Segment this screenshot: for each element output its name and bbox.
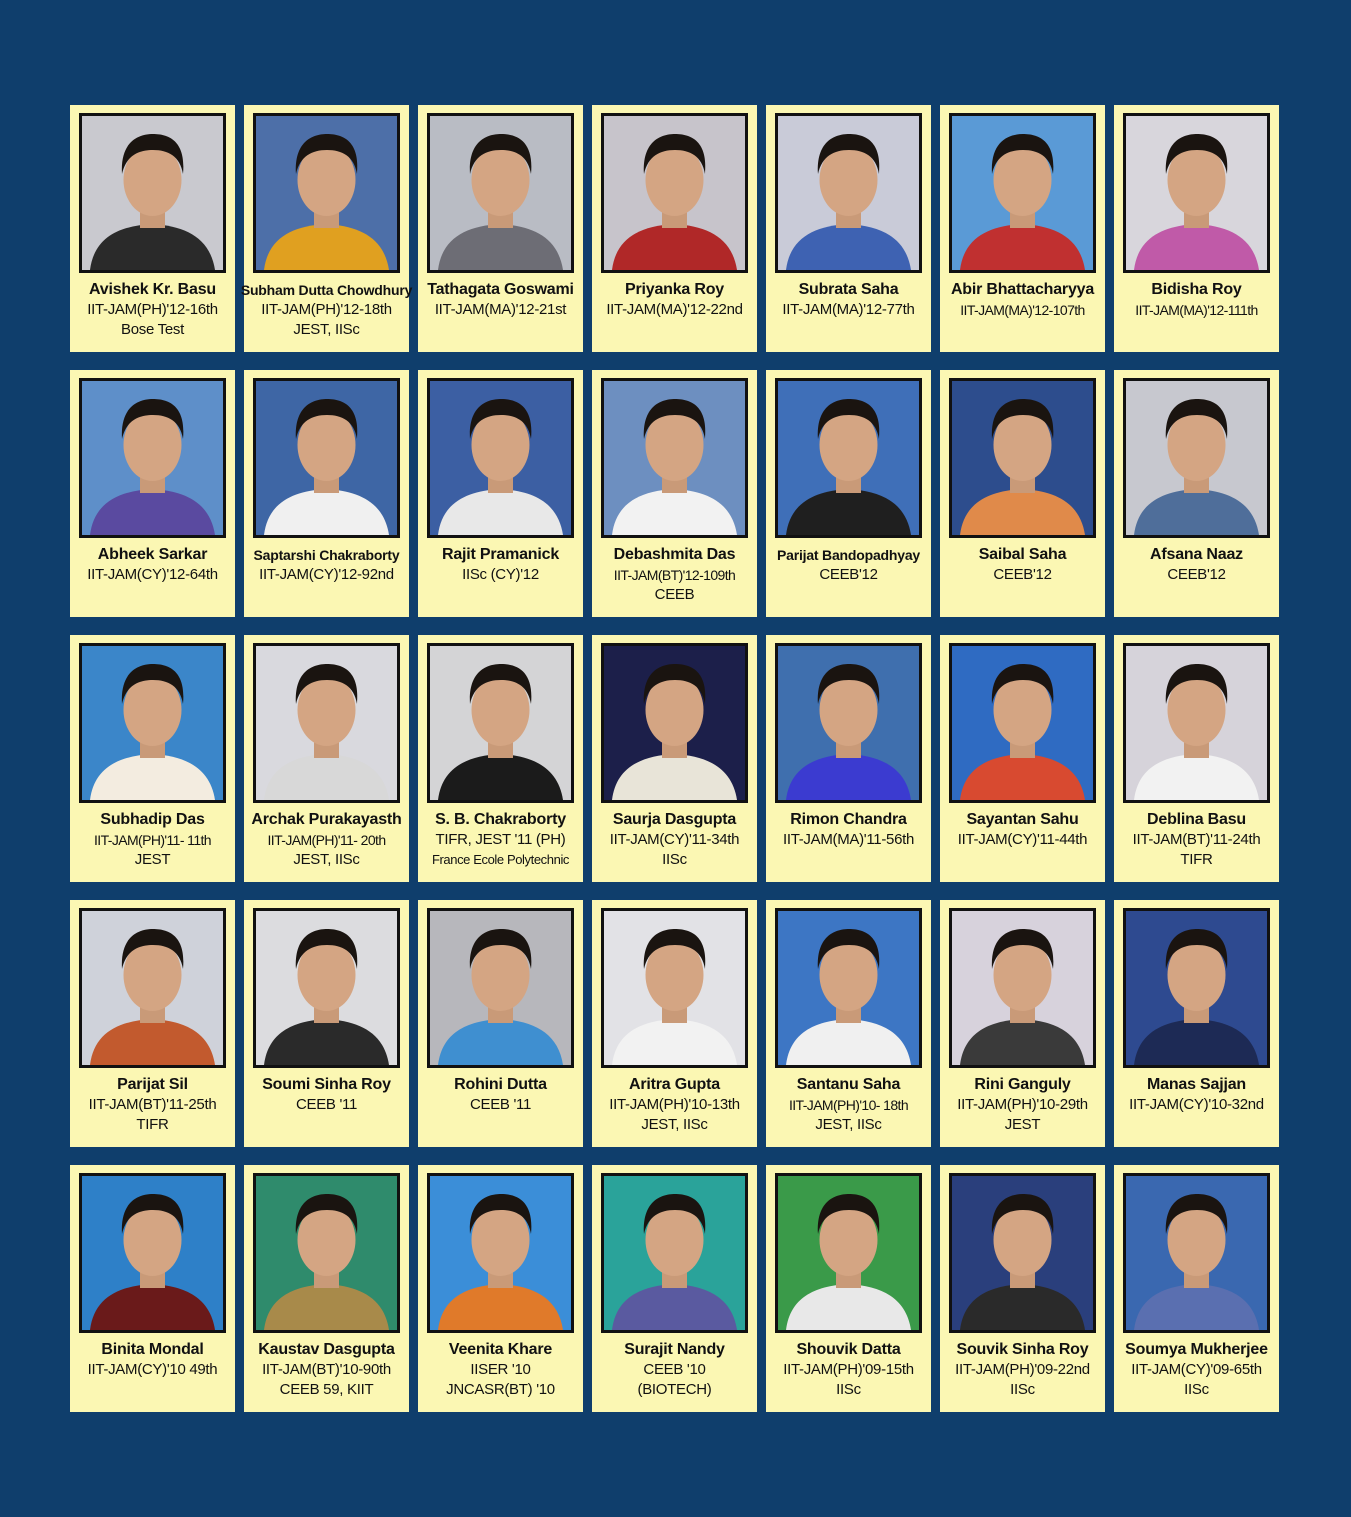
student-result-line: IIT-JAM(CY)'10-32nd <box>1129 1096 1264 1113</box>
student-result-line: JEST <box>1004 1116 1041 1133</box>
student-card <box>766 1165 931 1412</box>
student-name: Rajit Pramanick <box>441 546 560 563</box>
student-name: Aritra Gupta <box>629 1076 720 1093</box>
student-card <box>70 370 235 617</box>
student-result-line: CEEB <box>654 586 695 603</box>
student-photo <box>775 113 922 273</box>
student-name: Shouvik Datta <box>796 1341 901 1358</box>
student-portrait-icon <box>256 911 397 1065</box>
student-photo <box>253 1173 400 1333</box>
student-card <box>940 105 1105 352</box>
student-result-line: CEEB'12 <box>819 566 878 583</box>
student-name: Kaustav Dasgupta <box>258 1341 395 1358</box>
student-name: Souvik Sinha Roy <box>956 1341 1089 1358</box>
student-name: Manas Sajjan <box>1147 1076 1246 1093</box>
student-result-line: IIT-JAM(PH)'12-18th <box>261 301 392 318</box>
student-result-line: CEEB '11 <box>469 1096 532 1113</box>
student-portrait-icon <box>430 1176 571 1330</box>
student-card <box>592 635 757 882</box>
student-portrait-icon <box>256 1176 397 1330</box>
student-photo <box>949 378 1096 538</box>
student-result-line: IISER '10 <box>470 1361 531 1378</box>
student-card <box>70 635 235 882</box>
student-portrait-icon <box>82 381 223 535</box>
student-name: Surajit Nandy <box>624 1341 725 1358</box>
student-portrait-icon <box>952 646 1093 800</box>
student-name: Priyanka Roy <box>625 281 724 298</box>
student-result-line: IISc <box>1010 1381 1035 1398</box>
student-portrait-icon <box>778 381 919 535</box>
student-card <box>418 635 583 882</box>
student-name: Tathagata Goswami <box>427 281 574 298</box>
student-card <box>1114 105 1279 352</box>
student-result-line: JEST <box>134 851 171 868</box>
student-name: Rimon Chandra <box>790 811 907 828</box>
student-portrait-icon <box>1126 116 1267 270</box>
student-portrait-icon <box>430 116 571 270</box>
student-photo <box>79 378 226 538</box>
student-result-line: IIT-JAM(PH)'10-13th <box>609 1096 740 1113</box>
student-result-line: IISc (CY)'12 <box>462 566 539 583</box>
student-card <box>244 900 409 1147</box>
student-card <box>418 900 583 1147</box>
student-card <box>70 105 235 352</box>
student-name: Afsana Naaz <box>1150 546 1243 563</box>
student-results-board <box>70 105 1282 1411</box>
student-card <box>1114 900 1279 1147</box>
student-result-line: Bose Test <box>121 321 184 338</box>
student-name: Abir Bhattacharyya <box>950 281 1095 298</box>
student-photo <box>601 1173 748 1333</box>
student-card <box>766 635 931 882</box>
student-portrait-icon <box>952 911 1093 1065</box>
student-portrait-icon <box>430 646 571 800</box>
student-name: Saptarshi Chakraborty <box>253 547 400 563</box>
student-result-line: IIT-JAM(PH)'12-16th <box>87 301 218 318</box>
student-photo <box>253 113 400 273</box>
student-result-line: IIT-JAM(CY)'12-92nd <box>259 566 394 583</box>
student-portrait-icon <box>778 911 919 1065</box>
student-photo <box>949 113 1096 273</box>
student-name: Subrata Saha <box>798 281 899 298</box>
student-name: Subham Dutta Chowdhury <box>240 282 413 298</box>
student-portrait-icon <box>82 1176 223 1330</box>
student-portrait-icon <box>604 1176 745 1330</box>
student-result-line: IIT-JAM(MA)'12-21st <box>434 301 567 318</box>
student-card <box>766 900 931 1147</box>
student-result-line: IIT-JAM(MA)'12-111th <box>1135 302 1258 318</box>
student-name: Abheek Sarkar <box>97 546 208 563</box>
student-portrait-icon <box>430 911 571 1065</box>
student-result-line: JEST, IISc <box>815 1116 882 1133</box>
student-portrait-icon <box>778 1176 919 1330</box>
student-portrait-icon <box>1126 911 1267 1065</box>
student-portrait-icon <box>430 381 571 535</box>
student-result-line: IIT-JAM(PH)'11- 11th <box>94 832 211 848</box>
student-card <box>1114 1165 1279 1412</box>
student-name: Avishek Kr. Basu <box>89 281 216 298</box>
student-card <box>940 1165 1105 1412</box>
student-name: Deblina Basu <box>1147 811 1246 828</box>
student-result-line: IIT-JAM(CY)'11-34th <box>609 831 740 848</box>
student-photo <box>79 113 226 273</box>
student-name: Veenita Khare <box>448 1341 553 1358</box>
student-name: Parijat Sil <box>117 1076 188 1093</box>
student-card <box>940 900 1105 1147</box>
student-result-line: IISc <box>836 1381 861 1398</box>
student-portrait-icon <box>604 646 745 800</box>
student-photo <box>79 908 226 1068</box>
student-result-line: IIT-JAM(MA)'12-22nd <box>606 301 743 318</box>
student-result-line: IIT-JAM(PH)'09-15th <box>783 1361 914 1378</box>
student-portrait-icon <box>82 116 223 270</box>
student-result-line: IIT-JAM(PH)'10- 18th <box>788 1097 909 1113</box>
student-result-line: IIT-JAM(BT)'11-25th <box>88 1096 217 1113</box>
student-result-line: CEEB 59, KIIT <box>279 1381 374 1398</box>
student-result-line: IIT-JAM(MA)'12-107th <box>960 302 1085 318</box>
student-portrait-icon <box>952 116 1093 270</box>
student-photo <box>427 113 574 273</box>
student-photo <box>601 378 748 538</box>
student-photo <box>949 908 1096 1068</box>
student-result-line: IIT-JAM(MA)'12-77th <box>782 301 915 318</box>
student-photo <box>601 908 748 1068</box>
student-name: Parijat Bandopadhyay <box>776 547 921 563</box>
student-portrait-icon <box>256 381 397 535</box>
student-result-line: IISc <box>662 851 687 868</box>
student-photo <box>949 1173 1096 1333</box>
student-name: Saurja Dasgupta <box>612 811 737 828</box>
student-name: Sayantan Sahu <box>966 811 1079 828</box>
student-portrait-icon <box>1126 381 1267 535</box>
student-card <box>592 1165 757 1412</box>
student-result-line: IIT-JAM(CY)'10 49th <box>87 1361 218 1378</box>
student-name: Archak Purakayasth <box>251 811 402 828</box>
student-card <box>940 635 1105 882</box>
student-photo <box>253 643 400 803</box>
student-card <box>766 370 931 617</box>
student-name: Debashmita Das <box>613 546 736 563</box>
student-photo <box>427 378 574 538</box>
student-portrait-icon <box>778 646 919 800</box>
student-name: Soumya Mukherjee <box>1125 1341 1268 1358</box>
student-result-line: IIT-JAM(CY)'09-65th <box>1131 1361 1262 1378</box>
student-result-line: JEST, IISc <box>293 321 360 338</box>
student-name: Soumi Sinha Roy <box>262 1076 391 1093</box>
student-card <box>240 105 413 352</box>
student-result-line: IIT-JAM(CY)'11-44th <box>957 831 1088 848</box>
student-result-line: CEEB'12 <box>993 566 1052 583</box>
student-portrait-icon <box>1126 646 1267 800</box>
student-card <box>244 370 409 617</box>
student-result-line: JEST, IISc <box>293 851 360 868</box>
student-photo <box>775 1173 922 1333</box>
student-card <box>418 105 583 352</box>
student-photo <box>1123 113 1270 273</box>
student-portrait-icon <box>604 911 745 1065</box>
student-result-line: IIT-JAM(MA)'11-56th <box>782 831 915 848</box>
student-portrait-icon <box>1126 1176 1267 1330</box>
student-portrait-icon <box>952 381 1093 535</box>
student-name: Binita Mondal <box>101 1341 204 1358</box>
student-result-line: JEST, IISc <box>641 1116 708 1133</box>
student-photo <box>775 643 922 803</box>
student-photo <box>79 1173 226 1333</box>
student-portrait-icon <box>952 1176 1093 1330</box>
student-card <box>1114 370 1279 617</box>
student-name: Bidisha Roy <box>1151 281 1242 298</box>
student-photo <box>253 378 400 538</box>
student-card <box>418 1165 583 1412</box>
student-result-line: IIT-JAM(BT)'10-90th <box>262 1361 391 1378</box>
student-result-line: CEEB '10 <box>643 1361 706 1378</box>
student-photo <box>949 643 1096 803</box>
student-photo <box>1123 1173 1270 1333</box>
student-card <box>70 900 235 1147</box>
student-photo <box>1123 643 1270 803</box>
student-portrait-icon <box>82 911 223 1065</box>
student-photo <box>1123 908 1270 1068</box>
student-photo <box>601 643 748 803</box>
student-card <box>766 105 931 352</box>
student-portrait-icon <box>778 116 919 270</box>
student-result-line: IIT-JAM(PH)'10-29th <box>957 1096 1088 1113</box>
student-name: Rohini Dutta <box>454 1076 547 1093</box>
student-result-line: IIT-JAM(CY)'12-64th <box>87 566 218 583</box>
student-photo <box>601 113 748 273</box>
student-result-line: IISc <box>1184 1381 1209 1398</box>
student-card <box>592 900 757 1147</box>
student-card <box>592 105 757 352</box>
student-card <box>70 1165 235 1412</box>
student-photo <box>253 908 400 1068</box>
student-photo <box>427 1173 574 1333</box>
student-result-line: JNCASR(BT) '10 <box>446 1381 555 1398</box>
student-name: Santanu Saha <box>796 1076 901 1093</box>
student-result-line: TIFR, JEST '11 (PH) <box>435 831 566 848</box>
student-name: Subhadip Das <box>100 811 205 828</box>
student-result-line: CEEB '11 <box>295 1096 358 1113</box>
student-portrait-icon <box>604 116 745 270</box>
student-name: Rini Ganguly <box>974 1076 1071 1093</box>
student-result-line: IIT-JAM(BT)'12-109th <box>613 567 736 583</box>
student-portrait-icon <box>256 646 397 800</box>
student-card <box>418 370 583 617</box>
student-card <box>1114 635 1279 882</box>
student-card <box>940 370 1105 617</box>
student-photo <box>427 908 574 1068</box>
student-result-line: France Ecole Polytechnic <box>431 852 570 867</box>
student-result-line: TIFR <box>1180 851 1213 868</box>
student-result-line: (BIOTECH) <box>637 1381 712 1398</box>
student-result-line: TIFR <box>136 1116 169 1133</box>
student-photo <box>79 643 226 803</box>
student-card <box>244 1165 409 1412</box>
student-photo <box>427 643 574 803</box>
student-portrait-icon <box>256 116 397 270</box>
student-result-line: IIT-JAM(PH)'09-22nd <box>955 1361 1090 1378</box>
student-name: S. B. Chakraborty <box>435 811 566 828</box>
student-portrait-icon <box>604 381 745 535</box>
student-photo <box>1123 378 1270 538</box>
student-portrait-icon <box>82 646 223 800</box>
student-card <box>592 370 757 617</box>
student-card <box>244 635 409 882</box>
student-photo <box>775 378 922 538</box>
student-result-line: IIT-JAM(BT)'11-24th <box>1132 831 1261 848</box>
student-photo <box>775 908 922 1068</box>
student-result-line: CEEB'12 <box>1167 566 1226 583</box>
student-name: Saibal Saha <box>978 546 1067 563</box>
student-result-line: IIT-JAM(PH)'11- 20th <box>267 832 386 848</box>
